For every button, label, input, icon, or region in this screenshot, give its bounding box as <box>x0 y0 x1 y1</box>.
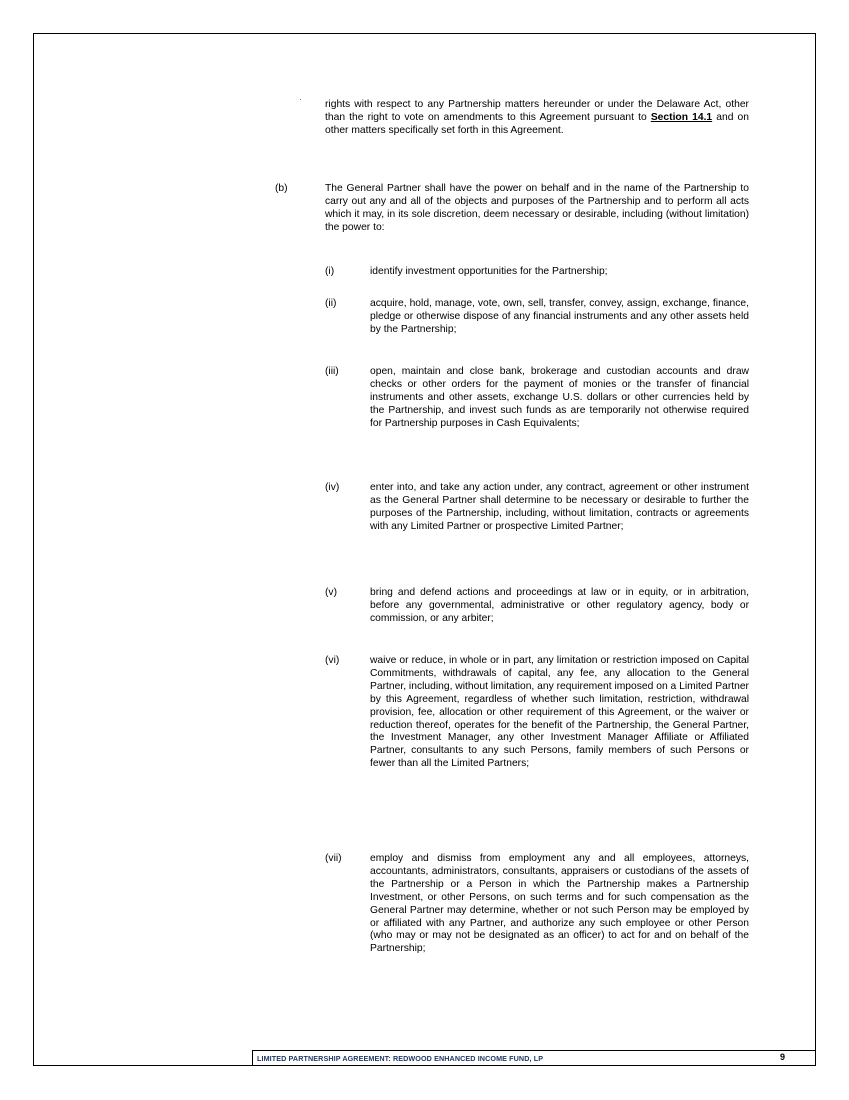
item-text: bring and defend actions and proceedings at law or in equity, or in arbitration, before any governmental, administrative or other regulatory agency, body or commission, or any arbiter; <box>370 587 749 624</box>
item-text: acquire, hold, manage, vote, own, sell, transfer, convey, assign, exchange, finance, pledge or otherwise dispose of any financial instruments and any other assets held by the Partnership; <box>370 298 749 335</box>
intro-text-end: and on other matters specifically set forth in this Agreement. <box>325 111 750 136</box>
item-text: employ and dismiss from employment any and all employees, attorneys, accountants, administrators, consultants, appraisers or custodians of the assets of the Partnership or a Person in which the Partnership makes a Partnership Investment, or other Persons, on such terms and for such compensation as the General Partner may determine, whether or not such Person may be employed by or affiliated with any Partner, and authorize any such employee or other Person (who may or may not be designated as an officer) to act for and on behalf of the Partnership; <box>370 853 749 955</box>
intro-text: rights with respect to any Partnership matters hereunder or under the Delaware Act, other than the right to vote on amendments to this Agreement pursuant to <box>325 99 749 123</box>
item-label: (iii) <box>325 366 339 377</box>
footer-title: LIMITED PARTNERSHIP AGREEMENT: REDWOOD ENHANCED INCOME FUND, LP <box>257 1054 544 1063</box>
item-label: (vii) <box>325 853 342 864</box>
item-label: (v) <box>325 587 338 598</box>
page-footer <box>252 1050 816 1066</box>
item-label: (iv) <box>325 482 340 493</box>
item-label: (i) <box>325 266 335 277</box>
section-reference-link[interactable]: Section 14.1 <box>650 111 713 123</box>
item-label: (ii) <box>325 298 337 309</box>
item-label: (vi) <box>325 655 340 666</box>
item-text: open, maintain and close bank, brokerage and custodian accounts and draw checks or other orders for the payment of monies or the transfer of financial instruments and other assets, exchange U.S. dollars or other currencies held by the Partnership, and invest such funds as are temporarily not otherwise required for Partnership purposes in Cash Equivalents; <box>370 366 749 429</box>
page-number: 9 <box>779 1052 785 1062</box>
item-text: enter into, and take any action under, any contract, agreement or other instrument as the General Partner shall determine to be necessary or desirable to further the purposes of the Partnership, including, without limitation, contracts or agreements with any Limited Partner or prospective Limited Partner; <box>370 482 749 532</box>
intro-paragraph <box>325 99 749 138</box>
stray-mark <box>300 99 301 100</box>
item-text: waive or reduce, in whole or in part, any limitation or restriction imposed on Capital Commitments, withdrawals of capital, any fee, any allocation to the General Partner, including, without limitation, any requirement imposed on a Limited Partner by this Agreement, regardless of whether such limitation, restriction, withdrawal provision, fee, allocation or other requirement of this Agreement, or the waiver or reduction thereof, operates for the benefit of the Partnership, the General Partner, the Investment Manager, any other Investment Manager Affiliate or Affiliated Partner, consultants to any such Persons, family members of such Persons or fewer than all the Limited Partners; <box>370 655 749 770</box>
clause-b-label: (b) <box>275 183 288 194</box>
clause-b-text: The General Partner shall have the power on behalf and in the name of the Partnership to carry out any and all of the objects and purposes of the Partnership and to perform all acts which it may, in its sole discretion, deem necessary or desirable, including (without limitation) the power to: <box>325 183 749 233</box>
item-text: identify investment opportunities for the Partnership; <box>370 266 608 277</box>
